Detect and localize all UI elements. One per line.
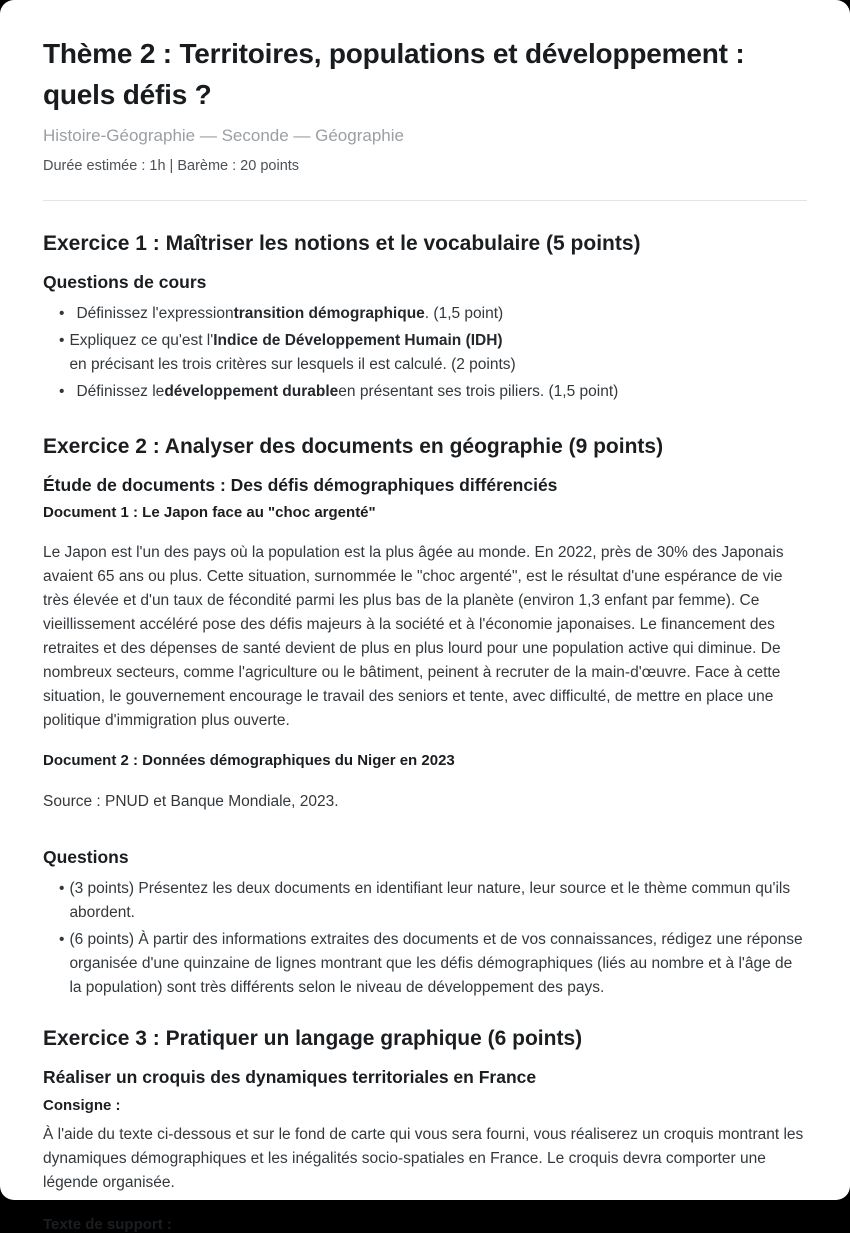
- list-item: [43, 302, 807, 326]
- header-divider: [43, 200, 807, 201]
- page-subtitle: Histoire-Géographie — Seconde — Géographie: [43, 126, 404, 146]
- document1-heading: Document 1 : Le Japon face au "choc argenté": [43, 504, 376, 522]
- document2-source: Source : PNUD et Banque Mondiale, 2023.: [43, 793, 339, 811]
- questions-list: [43, 877, 807, 1000]
- bullet-icon: •: [59, 332, 65, 350]
- list-item: [43, 380, 807, 404]
- page-meta: Durée estimée : 1h | Barème : 20 points: [43, 158, 300, 175]
- list-item-text-bold: Indice de Développement Humain (IDH): [213, 332, 503, 350]
- exercise1-heading: Exercice 1 : Maîtriser les notions et le vocabulaire (5 points): [43, 232, 641, 256]
- list-item-text: (3 points) Présentez les deux documents en identifiant leur nature, leur source et le thème commun qu'ils abordent.: [69, 880, 791, 922]
- exercise1-subheading: Questions de cours: [43, 272, 207, 293]
- list-item-text-bold: transition démographique: [233, 305, 425, 323]
- consigne-label: Consigne :: [43, 1097, 121, 1115]
- list-item: [43, 928, 807, 1000]
- list-item-text-plain: . (1,5 point): [424, 305, 504, 323]
- list-item-text-plain: en présentant ses trois piliers. (1,5 point): [338, 383, 619, 401]
- support-text-label: Texte de support :: [43, 1216, 172, 1233]
- document2-heading: Document 2 : Données démographiques du Niger en 2023: [43, 752, 455, 770]
- list-item: [43, 877, 807, 925]
- list-item-text-plain: Définissez le: [76, 383, 165, 401]
- exercise2-heading: Exercice 2 : Analyser des documents en géographie (9 points): [43, 435, 664, 459]
- list-item-text: [69, 329, 807, 377]
- bullet-icon: •: [59, 880, 65, 898]
- list-item: [43, 329, 807, 377]
- bullet-icon: •: [59, 305, 65, 323]
- list-item-text: [76, 302, 807, 326]
- list-item-text-plain: en précisant les trois critères sur lesquels il est calculé. (2 points): [69, 356, 516, 374]
- consigne-text: À l'aide du texte ci-dessous et sur le fond de carte qui vous sera fourni, vous réaliserez un croquis montrant les dynamiques démographiques et les inégalités socio-spatiales en France. Le croquis devra comporter une légende organisée.: [43, 1126, 804, 1192]
- bullet-icon: •: [59, 931, 65, 949]
- exercise3-subheading: Réaliser un croquis des dynamiques territoriales en France: [43, 1067, 537, 1088]
- list-item-text: [76, 380, 807, 404]
- list-item-text-bold: développement durable: [164, 383, 339, 401]
- list-item-text-plain: Définissez l'expression: [76, 305, 234, 323]
- list-item-text: (6 points) À partir des informations extraites des documents et de vos connaissances, rédigez une réponse organisée d'une quinzaine de lignes montrant que les défis démographiques (liés au nombre et à l'âge de la population) sont très différents selon le niveau de développement des pays.: [69, 931, 803, 997]
- page-title: Thème 2 : Territoires, populations et développement : quels défis ?: [43, 38, 745, 110]
- list-item-text-plain: Expliquez ce qu'est l': [69, 332, 214, 350]
- exercise2-subheading: Étude de documents : Des défis démographiques différenciés: [43, 475, 558, 496]
- bullet-icon: •: [59, 383, 65, 401]
- document1-text: Le Japon est l'un des pays où la population est la plus âgée au monde. En 2022, près de 30% des Japonais avaient 65 ans ou plus. Cette situation, surnommée le "choc argenté", est le résultat d'une espérance de vie très élevée et d'un taux de fécondité parmi les plus bas de la planète (environ 1,3 enfant par femme). Ce vieillissement accéléré pose des défis majeurs à la société et à l'économie japonaises. Le financement des retraites et des dépenses de santé devient de plus en plus lourd pour une population active qui diminue. De nombreux secteurs, comme l'agriculture ou le bâtiment, peinent à recruter de la main-d'œuvre. Face à cette situation, le gouvernement encourage le travail des seniors et tente, avec difficulté, de mettre en place une politique d'immigration plus ouverte.: [43, 544, 784, 730]
- exercise3-heading: Exercice 3 : Pratiquer un langage graphique (6 points): [43, 1027, 583, 1051]
- exercise1-list: [43, 302, 807, 404]
- questions-heading: Questions: [43, 847, 129, 868]
